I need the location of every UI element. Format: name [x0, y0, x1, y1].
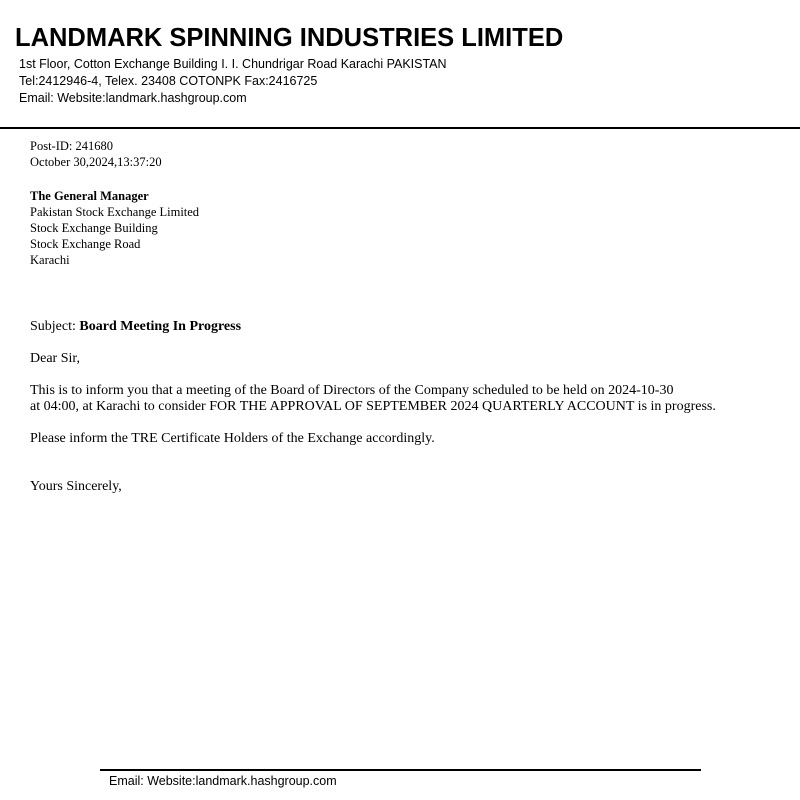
body-paragraph: Please inform the TRE Certificate Holders of the Exchange accordingly. [30, 431, 435, 446]
post-datetime: October 30,2024,13:37:20 [30, 155, 162, 169]
subject-label: Subject: [30, 319, 76, 334]
recipient-line: Karachi [30, 253, 70, 267]
company-contact: Tel:2412946-4, Telex. 23408 COTONPK Fax:2416725 [19, 74, 318, 88]
post-id: Post-ID: 241680 [30, 139, 113, 153]
recipient-line: Pakistan Stock Exchange Limited [30, 205, 200, 219]
recipient-title: The General Manager [30, 189, 149, 203]
header-divider [0, 127, 800, 129]
recipient-line: Stock Exchange Building [30, 221, 158, 235]
body-paragraph-line: This is to inform you that a meeting of the Board of Directors of the Company scheduled to be held on 2024-10-30 [30, 383, 674, 398]
subject-text: Board Meeting In Progress [79, 319, 242, 334]
company-address: 1st Floor, Cotton Exchange Building I. I. Chundrigar Road Karachi PAKISTAN [19, 57, 447, 71]
company-name: LANDMARK SPINNING INDUSTRIES LIMITED [15, 24, 564, 52]
body-paragraph-line: at 04:00, at Karachi to consider FOR THE APPROVAL OF SEPTEMBER 2024 QUARTERLY ACCOUNT is in progress. [30, 399, 716, 414]
footer-divider [100, 769, 701, 771]
closing: Yours Sincerely, [30, 479, 122, 494]
company-email-website: Email: Website:landmark.hashgroup.com [19, 91, 247, 105]
footer-email-website: Email: Website:landmark.hashgroup.com [109, 774, 337, 788]
salutation: Dear Sir, [30, 351, 80, 366]
recipient-line: Stock Exchange Road [30, 237, 141, 251]
subject-line [30, 319, 241, 335]
